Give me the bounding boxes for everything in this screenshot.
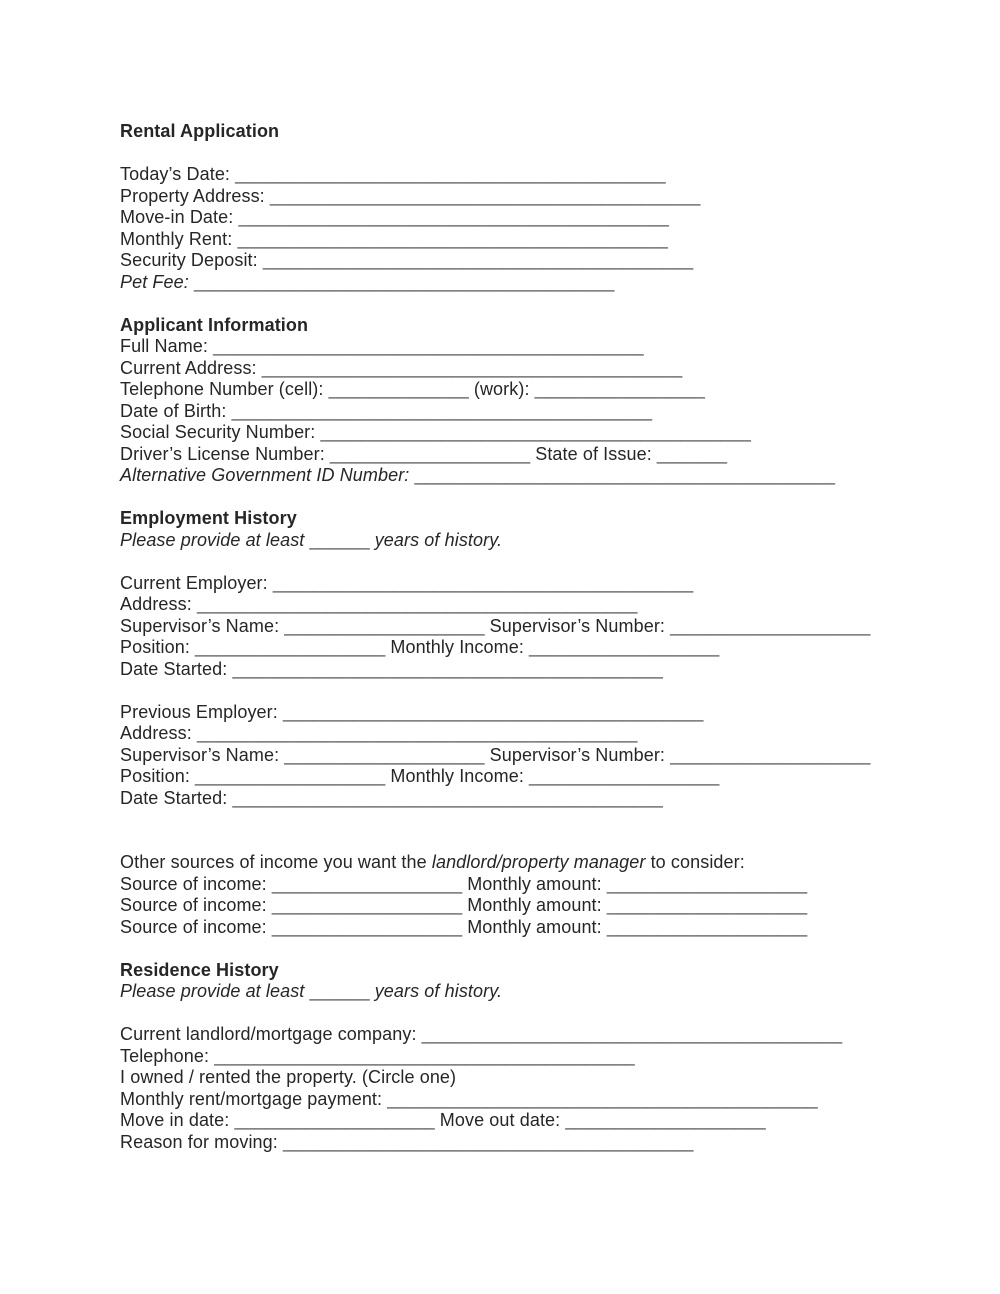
line-income-source-3 [120, 917, 950, 939]
field-label: Address: [120, 723, 197, 743]
current-landlord-blank-field[interactable]: __________________________________________ [421, 1024, 843, 1044]
line-applicant-information-heading [120, 315, 950, 337]
line-previous-supervisor [120, 745, 950, 767]
spacer-line [120, 831, 950, 853]
field-label: Source of income: [120, 873, 272, 894]
field-label: Current landlord/mortgage company: [120, 1024, 422, 1044]
line-previous-employer [120, 702, 950, 724]
current-address-blank-field[interactable]: __________________________________________ [261, 357, 683, 378]
field-label: Today’s Date: [120, 164, 236, 184]
line-residence-history-note [120, 981, 950, 1003]
current-position-blank-field[interactable]: ___________________ [195, 637, 386, 657]
line-current-address [120, 358, 950, 380]
field-label: to consider: [645, 852, 745, 872]
field-label: Current Address: [120, 357, 262, 378]
field-label: Source of income: [120, 895, 272, 915]
current-supervisor-blank-field[interactable]: ____________________ [284, 615, 485, 636]
alternative-government-id-blank-field[interactable]: __________________________________________ [414, 465, 835, 485]
field-label: Source of income: [120, 916, 272, 937]
drivers-license-blank-field[interactable]: ____________________ [329, 443, 531, 464]
field-label: Supervisor’s Number: [484, 744, 671, 765]
field-label: (work): [468, 379, 535, 399]
income-source-1-blank-field[interactable]: ____________________ [606, 873, 808, 894]
spacer-line [120, 551, 950, 573]
field-label: Monthly rent/mortgage payment: [120, 1088, 388, 1109]
field-label: Security Deposit: [120, 250, 263, 270]
field-label: Telephone: [120, 1045, 215, 1066]
field-label: Move-in Date: [120, 207, 239, 227]
field-label: Pet Fee: [120, 271, 194, 292]
line-telephone-numbers [120, 379, 950, 401]
field-label: I owned / rented the property. (Circle one) [120, 1067, 457, 1087]
previous-supervisor-blank-field[interactable]: ____________________ [284, 744, 485, 765]
line-owned-rented-circle-one [120, 1067, 950, 1089]
line-current-employer-address [120, 594, 950, 616]
field-label: Alternative Government ID Number: [120, 465, 415, 485]
previous-employer-address-blank-field[interactable]: ____________________________________________ [196, 723, 638, 743]
field-label: years of history. [369, 529, 503, 550]
current-position-blank-field[interactable]: ___________________ [529, 637, 720, 657]
spacer-line [120, 938, 950, 960]
move-in-date-blank-field[interactable]: ___________________________________________ [238, 207, 669, 227]
form-lines [120, 121, 950, 1153]
spacer-line [120, 487, 950, 509]
line-property-address [120, 186, 950, 208]
social-security-number-blank-field[interactable]: ___________________________________________ [320, 422, 751, 442]
field-label: Full Name: [120, 336, 214, 356]
line-todays-date [120, 164, 950, 186]
field-label: Current Employer: [120, 572, 273, 593]
field-label: Move out date: [434, 1110, 566, 1130]
telephone-numbers-blank-field[interactable]: ______________ [328, 379, 469, 399]
line-monthly-rent [120, 229, 950, 251]
current-supervisor-blank-field[interactable]: ____________________ [670, 615, 871, 636]
security-deposit-blank-field[interactable]: ___________________________________________ [262, 250, 694, 270]
field-label: Supervisor’s Name: [120, 744, 285, 765]
field-label: Date of Birth: [120, 400, 232, 421]
field-label: Monthly Income: [385, 637, 530, 657]
field-label: State of Issue: [530, 443, 657, 464]
section-heading-text: Residence History [120, 959, 279, 980]
field-label: landlord/property manager [431, 852, 646, 872]
line-other-income-intro [120, 852, 950, 874]
line-move-in-date [120, 207, 950, 229]
line-full-name [120, 336, 950, 358]
monthly-rent-mortgage-payment-blank-field[interactable]: ___________________________________________ [387, 1088, 818, 1109]
line-income-source-1 [120, 874, 950, 896]
field-label: Monthly Income: [385, 766, 530, 786]
field-label: Property Address: [120, 185, 270, 206]
spacer-line [120, 293, 950, 315]
income-source-2-blank-field[interactable]: ____________________ [606, 895, 808, 915]
spacer-line [120, 1003, 950, 1025]
line-residence-history-heading [120, 960, 950, 982]
previous-supervisor-blank-field[interactable]: ____________________ [670, 744, 871, 765]
income-source-1-blank-field[interactable]: ___________________ [271, 873, 463, 894]
previous-employer-blank-field[interactable]: __________________________________________ [282, 701, 704, 722]
section-heading-text: Employment History [120, 508, 297, 528]
date-of-birth-blank-field[interactable]: __________________________________________ [231, 400, 653, 421]
spacer-line [120, 809, 950, 831]
line-monthly-rent-mortgage-payment [120, 1089, 950, 1111]
field-label: Other sources of income you want the [120, 852, 432, 872]
line-previous-date-started [120, 788, 950, 810]
line-current-supervisor [120, 616, 950, 638]
line-date-of-birth [120, 401, 950, 423]
field-label: Move in date: [120, 1110, 235, 1130]
field-label: Address: [120, 594, 197, 614]
move-dates-blank-field[interactable]: ____________________ [565, 1110, 766, 1130]
full-name-blank-field[interactable]: ___________________________________________ [213, 336, 644, 356]
current-employer-address-blank-field[interactable]: ____________________________________________ [196, 594, 638, 614]
current-employer-blank-field[interactable]: __________________________________________ [272, 572, 694, 593]
field-label: Date Started: [120, 658, 233, 679]
field-label: Monthly amount: [462, 873, 607, 894]
line-current-landlord [120, 1024, 950, 1046]
field-label: Supervisor’s Name: [120, 615, 285, 636]
field-label: Monthly Rent: [120, 228, 238, 249]
line-employment-history-heading [120, 508, 950, 530]
spacer-line [120, 680, 950, 702]
line-title [120, 121, 950, 143]
field-label: Telephone Number (cell): [120, 379, 329, 399]
field-label: years of history. [369, 981, 503, 1001]
field-label: Please provide at least [120, 981, 310, 1001]
previous-position-blank-field[interactable]: ___________________ [195, 766, 386, 786]
residence-telephone-blank-field[interactable]: __________________________________________ [214, 1045, 635, 1066]
telephone-numbers-blank-field[interactable]: _________________ [534, 379, 705, 399]
field-label: Monthly amount: [462, 895, 607, 915]
employment-history-note-blank-field[interactable]: ______ [309, 529, 370, 550]
field-label: Position: [120, 766, 196, 786]
income-source-3-blank-field[interactable]: ____________________ [606, 916, 808, 937]
line-move-dates [120, 1110, 950, 1132]
previous-position-blank-field[interactable]: ___________________ [529, 766, 720, 786]
income-source-3-blank-field[interactable]: ___________________ [271, 916, 463, 937]
line-security-deposit [120, 250, 950, 272]
line-current-employer [120, 573, 950, 595]
field-label: Driver’s License Number: [120, 443, 330, 464]
property-address-blank-field[interactable]: ___________________________________________ [269, 185, 701, 206]
line-drivers-license [120, 444, 950, 466]
field-label: Please provide at least [120, 529, 310, 550]
residence-history-note-blank-field[interactable]: ______ [309, 981, 370, 1001]
line-income-source-2 [120, 895, 950, 917]
line-current-position [120, 637, 950, 659]
move-dates-blank-field[interactable]: ____________________ [234, 1110, 435, 1130]
line-alternative-government-id [120, 465, 950, 487]
field-label: Reason for moving: [120, 1131, 283, 1152]
line-reason-for-moving [120, 1132, 950, 1154]
previous-date-started-blank-field[interactable]: ___________________________________________ [232, 787, 663, 808]
income-source-2-blank-field[interactable]: ___________________ [271, 895, 463, 915]
line-residence-telephone [120, 1046, 950, 1068]
reason-for-moving-blank-field[interactable]: _________________________________________ [282, 1131, 694, 1152]
field-label: Date Started: [120, 787, 233, 808]
section-heading-text: Applicant Information [120, 314, 309, 335]
drivers-license-blank-field[interactable]: _______ [656, 443, 727, 464]
monthly-rent-blank-field[interactable]: ___________________________________________ [237, 228, 668, 249]
field-label: Social Security Number: [120, 422, 321, 442]
field-label: Position: [120, 637, 196, 657]
field-label: Supervisor’s Number: [484, 615, 671, 636]
line-current-date-started [120, 659, 950, 681]
field-label: Monthly amount: [462, 916, 607, 937]
line-social-security-number [120, 422, 950, 444]
field-label: Previous Employer: [120, 701, 283, 722]
line-pet-fee [120, 272, 950, 294]
line-employment-history-note [120, 530, 950, 552]
line-previous-employer-address [120, 723, 950, 745]
section-heading-text: Rental Application [120, 121, 280, 141]
line-previous-position [120, 766, 950, 788]
pet-fee-blank-field[interactable]: __________________________________________ [193, 271, 615, 292]
spacer-line [120, 143, 950, 165]
todays-date-blank-field[interactable]: ___________________________________________ [235, 164, 666, 184]
current-date-started-blank-field[interactable]: ___________________________________________ [232, 658, 663, 679]
